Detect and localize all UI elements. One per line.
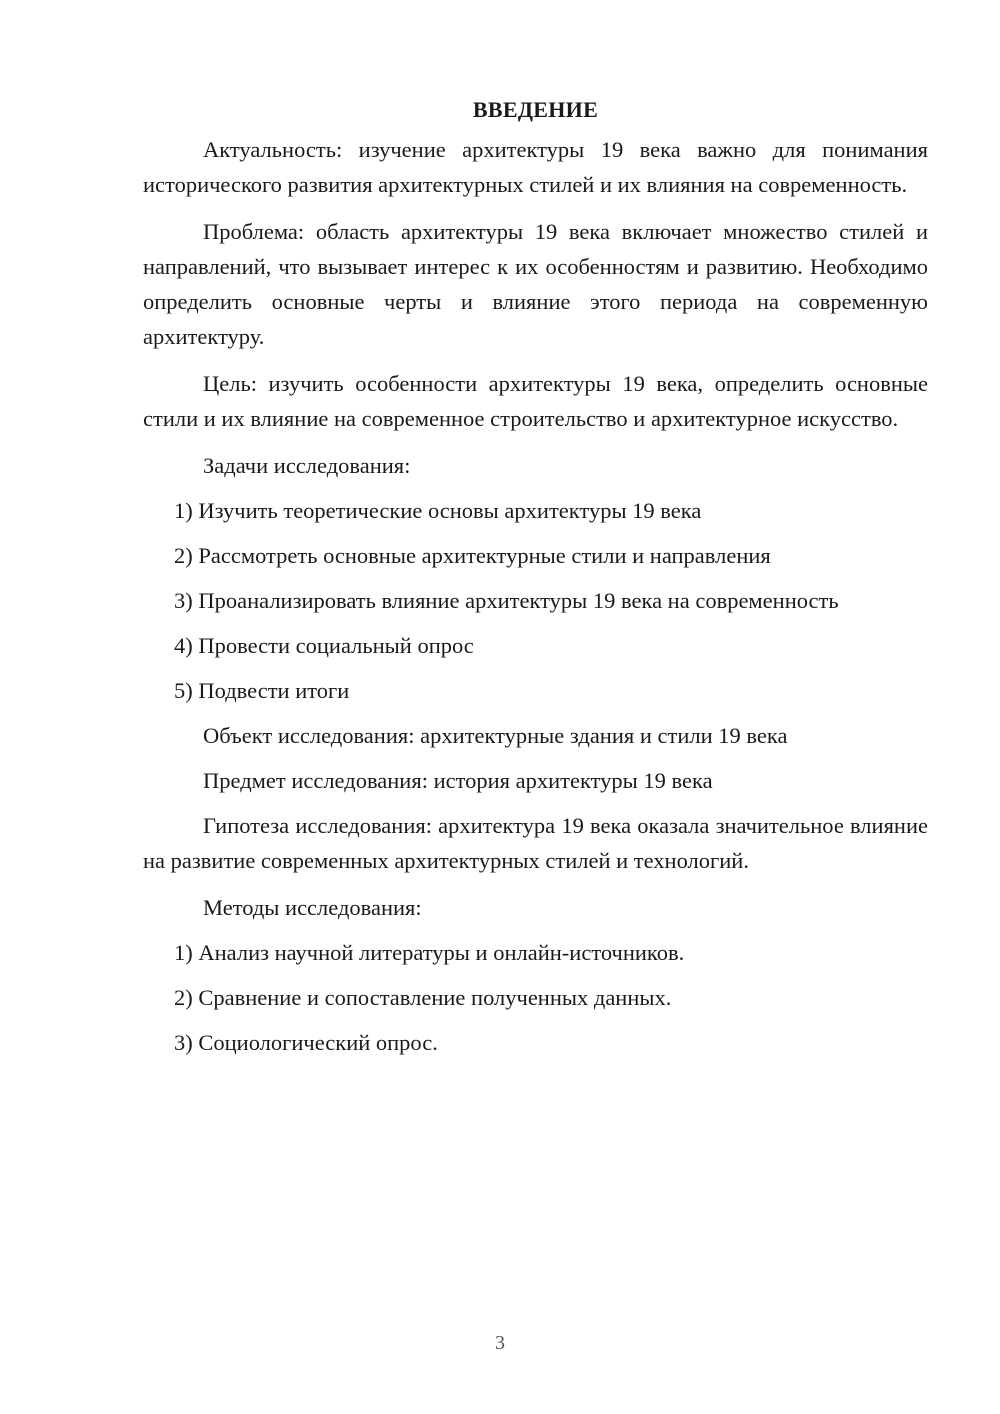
page-number: 3 bbox=[495, 1332, 505, 1354]
hypothesis-paragraph: Гипотеза исследования: архитектура 19 века оказала значительное влияние на развитие современных архитектурных стилей и технологий. bbox=[143, 813, 928, 873]
method-item-2: 2) Сравнение и сопоставление полученных данных. bbox=[174, 985, 672, 1010]
tasks-heading: Задачи исследования: bbox=[203, 453, 411, 478]
task-item-1: 1) Изучить теоретические основы архитектуры 19 века bbox=[174, 498, 702, 523]
document-page bbox=[143, 92, 928, 1070]
page-title: ВВЕДЕНИЕ bbox=[472, 97, 599, 122]
method-item-3: 3) Социологический опрос. bbox=[174, 1030, 438, 1055]
relevance-paragraph: Актуальность: изучение архитектуры 19 века важно для понимания исторического развития архитектурных стилей и их влияния на современность. bbox=[143, 137, 928, 197]
problem-paragraph: Проблема: область архитектуры 19 века включает множество стилей и направлений, что вызывает интерес к их особенностям и развитию. Необходимо определить основные черты и влияние этого периода на современную архитектуру. bbox=[143, 219, 928, 349]
task-item-2: 2) Рассмотреть основные архитектурные стили и направления bbox=[174, 543, 771, 568]
task-item-5: 5) Подвести итоги bbox=[174, 678, 350, 703]
method-item-1: 1) Анализ научной литературы и онлайн-источников. bbox=[174, 940, 685, 965]
methods-heading: Методы исследования: bbox=[203, 895, 422, 920]
goal-paragraph: Цель: изучить особенности архитектуры 19 века, определить основные стили и их влияние на современное строительство и архитектурное искусство. bbox=[143, 371, 928, 431]
task-item-4: 4) Провести социальный опрос bbox=[174, 633, 474, 658]
research-object: Объект исследования: архитектурные здания и стили 19 века bbox=[203, 723, 788, 748]
task-item-3: 3) Проанализировать влияние архитектуры 19 века на современность bbox=[174, 588, 839, 613]
research-subject: Предмет исследования: история архитектуры 19 века bbox=[203, 768, 713, 793]
